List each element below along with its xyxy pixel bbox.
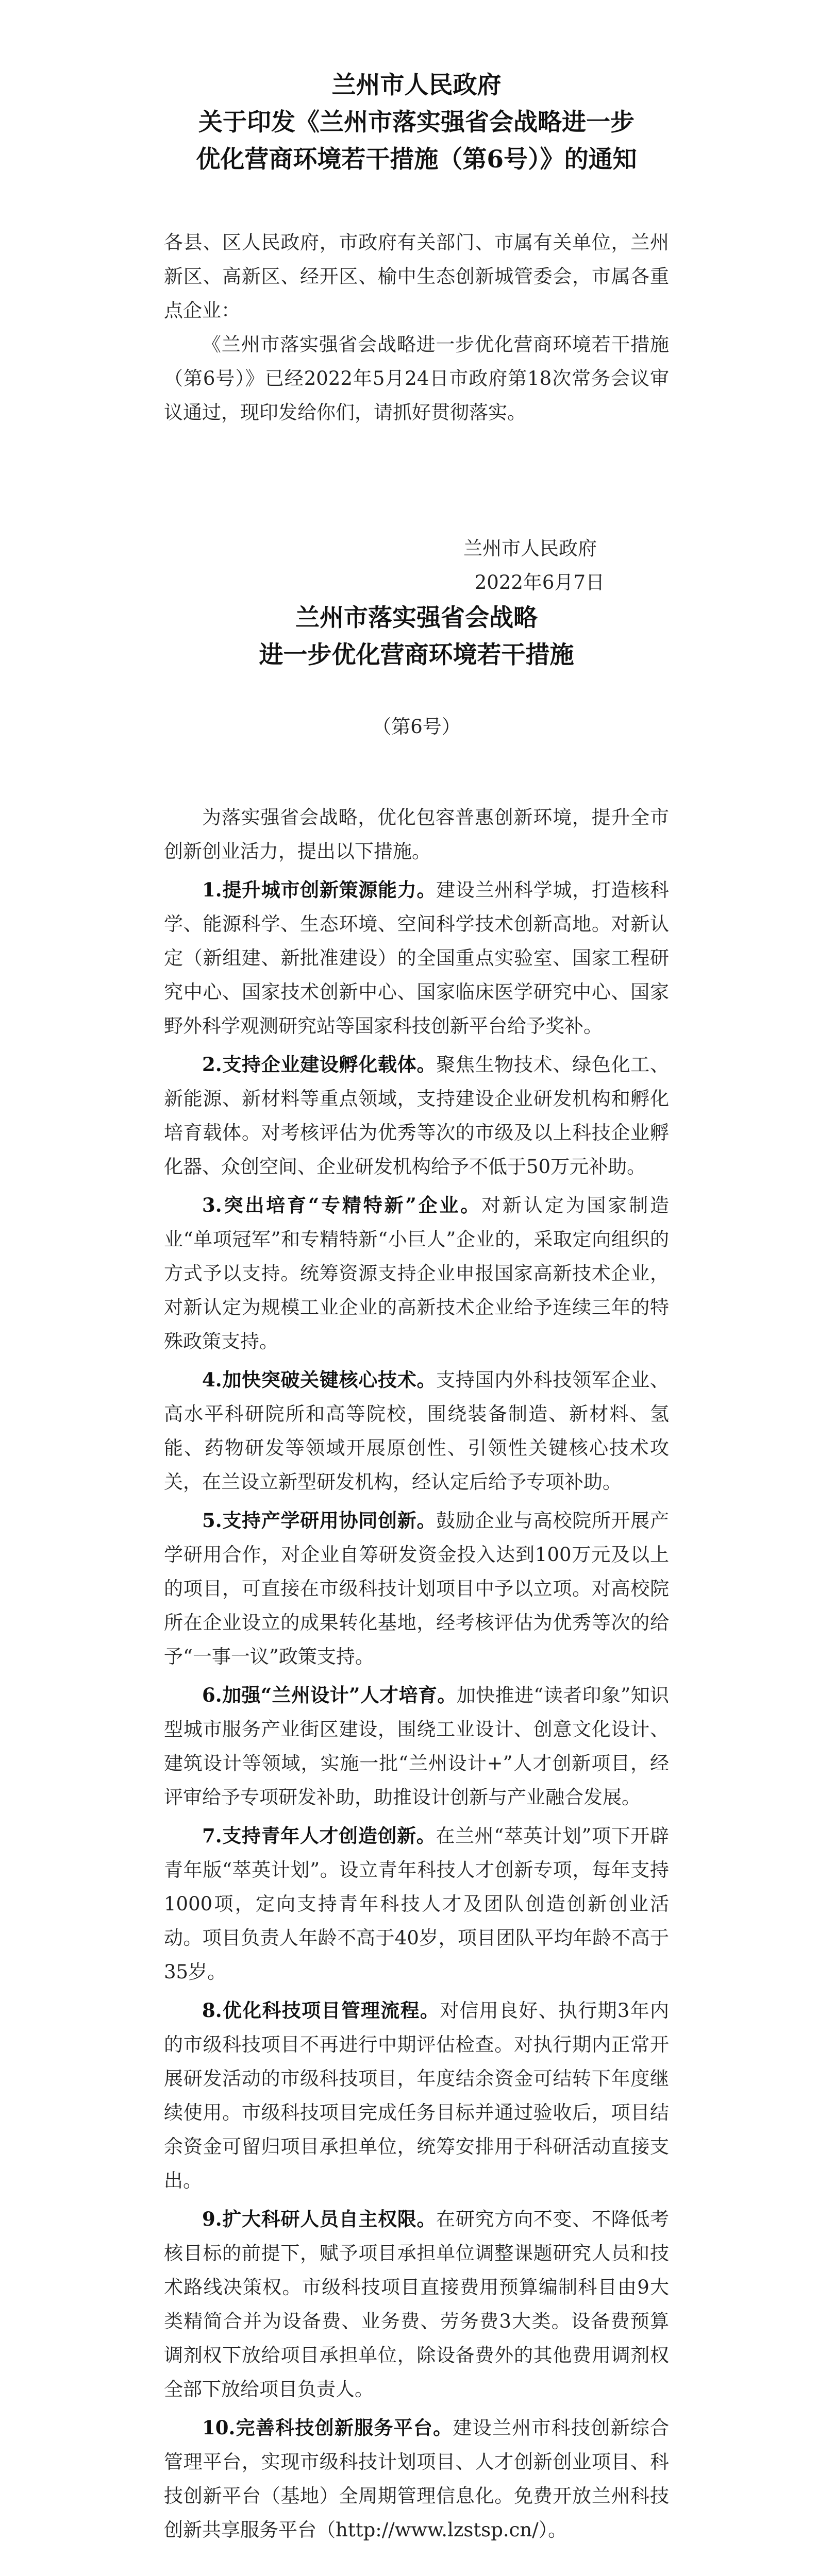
measures-title bbox=[164, 600, 669, 674]
measure-text: 对信用良好、执行期3年内的市级科技项目不再进行中期评估检查。对执行期内正常开展研发活动的市级科技项目，年度结余资金可结转下年度继续使用。市级科技项目完成任务目标并通过验收后，项目结余资金可留归项目承担单位，统筹安排用于科研活动直接支出。 bbox=[164, 1999, 669, 2192]
measure-item bbox=[164, 2202, 669, 2406]
measure-item bbox=[164, 1819, 669, 1989]
measure-text: 聚焦生物技术、绿色化工、新能源、新材料等重点领域，支持建设企业研发机构和孵化培育载体。对考核评估为优秀等次的市级及以上科技企业孵化器、众创空间、企业研发机构给予不低于50万元补助。 bbox=[164, 1054, 669, 1178]
measure-text: 建设兰州市科技创新综合管理平台，实现市级科技计划项目、人才创新创业项目、科技创新平台（基地）全周期管理信息化。免费开放兰州科技创新共享服务平台（http://www.lzstsp.cn/）。 bbox=[164, 2417, 670, 2541]
spacer bbox=[164, 744, 669, 801]
notice-recipients: 各县、区人民政府，市政府有关部门、市属有关单位，兰州新区、高新区、经开区、榆中生态创新城管委会，市属各重点企业： bbox=[164, 231, 669, 321]
measure-heading: 8.优化科技项目管理流程。 bbox=[202, 1999, 440, 2022]
measure-heading: 4.加快突破关键核心技术。 bbox=[202, 1368, 437, 1391]
notice-title bbox=[164, 67, 669, 178]
spacer bbox=[164, 1989, 669, 1993]
measure-heading: 6.加强“兰州设计”人才培育。 bbox=[202, 1684, 457, 1706]
measure-item bbox=[164, 1993, 669, 2198]
measure-item bbox=[164, 1047, 669, 1184]
spacer bbox=[164, 1499, 669, 1503]
spacer bbox=[164, 869, 669, 873]
spacer bbox=[164, 1359, 669, 1363]
measure-text: 支持国内外科技领军企业、高水平科研院所和高等院校，围绕装备制造、新材料、氢能、药物研发等领域开展原创性、引领性关键核心技术攻关，在兰设立新型研发机构，经认定后给予专项补助。 bbox=[164, 1369, 669, 1493]
measure-item bbox=[164, 1678, 669, 1815]
document bbox=[164, 67, 669, 2547]
measure-item bbox=[164, 1188, 669, 1359]
measure-heading: 10.完善科技创新服务平台。 bbox=[202, 2416, 453, 2439]
measure-text: 在兰州“萃英计划”项下开辟青年版“萃英计划”。设立青年科技人才创新专项，每年支持1000项，定向支持青年科技人才及团队创造创新创业活动。项目负责人年龄不高于40岁，项目团队平均年龄不高于35岁。 bbox=[164, 1825, 669, 1983]
measure-heading: 3.突出培育“专精特新”企业。 bbox=[202, 1194, 482, 1216]
measure-heading: 7.支持青年人才创造创新。 bbox=[202, 1824, 436, 1847]
spacer bbox=[164, 178, 669, 226]
measure-text: 建设兰州科学城，打造核科学、能源科学、生态环境、空间科学技术创新高地。对新认定（新组建、新批准建设）的全国重点实验室、国家工程研究中心、国家技术创新中心、国家临床医学研究中心、国家野外科学观测研究站等国家科技创新平台给予奖补。 bbox=[164, 879, 669, 1037]
measures-title-line-1: 兰州市落实强省会战略 bbox=[295, 604, 538, 632]
measures-title-line-2: 进一步优化营商环境若干措施 bbox=[259, 641, 574, 669]
spacer bbox=[164, 1674, 669, 1678]
notice-issuer: 兰州市人民政府 bbox=[331, 71, 502, 99]
spacer bbox=[164, 1184, 669, 1188]
measures-intro: 为落实强省会战略，优化包容普惠创新环境，提升全市创新创业活力，提出以下措施。 bbox=[164, 806, 669, 862]
measure-heading: 5.支持产学研用协同创新。 bbox=[202, 1509, 437, 1532]
spacer bbox=[164, 1815, 669, 1819]
measure-item bbox=[164, 873, 669, 1043]
measure-item bbox=[164, 1503, 669, 1674]
notice-title-line-2: 优化营商环境若干措施（第6号）》的通知 bbox=[196, 145, 637, 174]
spacer bbox=[164, 430, 669, 532]
spacer bbox=[164, 2198, 669, 2202]
measures-number: （第6号） bbox=[372, 716, 461, 738]
spacer bbox=[164, 1043, 669, 1047]
notice-signature: 兰州市人民政府 bbox=[463, 537, 597, 560]
measure-text: 在研究方向不变、不降低考核目标的前提下，赋予项目承担单位调整课题研究人员和技术路线决策权。市级科技项目直接费用预算编制科目由9大类精简合并为设备费、业务费、劳务费3大类。设备费预算调剂权下放给项目承担单位，除设备费外的其他费用调剂权全部下放给项目负责人。 bbox=[164, 2208, 669, 2400]
notice-date: 2022年6月7日 bbox=[474, 571, 605, 594]
measure-heading: 1.提升城市创新策源能力。 bbox=[202, 878, 437, 901]
measure-heading: 9.扩大科研人员自主权限。 bbox=[202, 2208, 437, 2230]
measure-text: 对新认定为国家制造业“单项冠军”和专精特新“小巨人”企业的，采取定向组织的方式予以支持。统筹资源支持企业申报国家高新技术企业，对新认定为规模工业企业的高新技术企业给予连续三年的特殊政策支持。 bbox=[164, 1194, 669, 1352]
spacer bbox=[164, 2406, 669, 2411]
measure-text: 鼓励企业与高校院所开展产学研用合作，对企业自筹研发资金投入达到100万元及以上的项目，可直接在市级科技计划项目中予以立项。对高校院所在企业设立的成果转化基地，经考核评估为优秀等次的给予“一事一议”政策支持。 bbox=[164, 1510, 669, 1668]
measure-text: 加快推进“读者印象”知识型城市服务产业街区建设，围绕工业设计、创意文化设计、建筑设计等领域，实施一批“兰州设计+”人才创新项目，经评审给予专项研发补助，助推设计创新与产业融合发展。 bbox=[164, 1684, 669, 1808]
measure-heading: 2.支持企业建设孵化载体。 bbox=[202, 1053, 437, 1076]
measure-item bbox=[164, 1363, 669, 1499]
notice-title-line-1: 关于印发《兰州市落实强省会战略进一步 bbox=[198, 108, 635, 137]
notice-body: 《兰州市落实强省会战略进一步优化营商环境若干措施（第6号）》已经2022年5月24日市政府第18次常务会议审议通过，现印发给你们，请抓好贯彻落实。 bbox=[164, 333, 669, 423]
spacer bbox=[164, 674, 669, 710]
measure-item bbox=[164, 2411, 669, 2547]
